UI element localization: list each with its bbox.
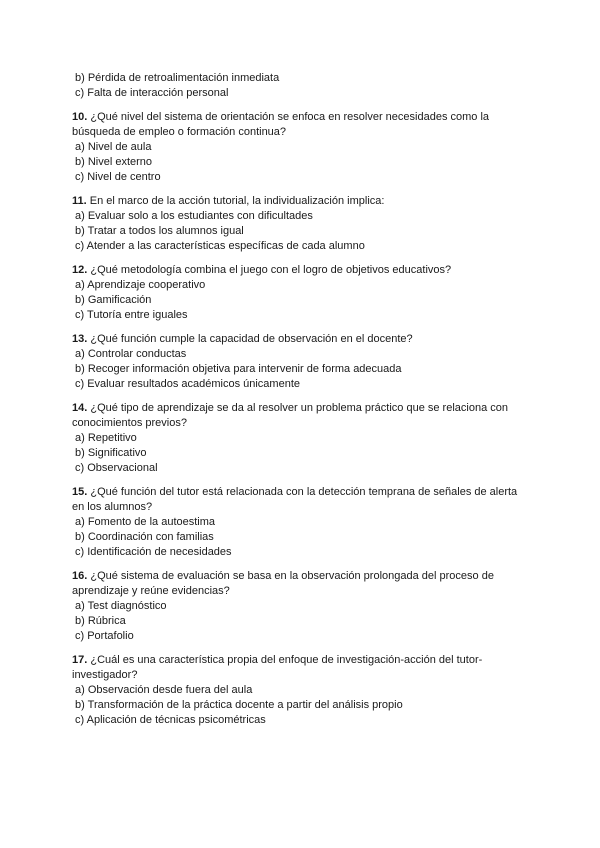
option-a: a) Repetitivo bbox=[75, 432, 137, 444]
question-10 bbox=[72, 110, 532, 185]
question-body: En el marco de la acción tutorial, la individualización implica: bbox=[86, 195, 385, 207]
question-text bbox=[72, 263, 532, 278]
option-b: b) Pérdida de retroalimentación inmediata bbox=[75, 72, 280, 84]
question-body: ¿Qué metodología combina el juego con el logro de objetivos educativos? bbox=[87, 264, 452, 276]
question-number: 13. bbox=[72, 333, 88, 345]
question-15 bbox=[72, 485, 532, 560]
question-text bbox=[72, 569, 532, 599]
question-13 bbox=[72, 332, 532, 392]
question-text bbox=[72, 110, 532, 140]
option-a: a) Nivel de aula bbox=[75, 141, 152, 153]
option-a: a) Test diagnóstico bbox=[75, 600, 167, 612]
question-number: 10. bbox=[72, 111, 88, 123]
question-text bbox=[72, 332, 532, 347]
question-body: ¿Cuál es una característica propia del enfoque de investigación-acción del tutor-investigador? bbox=[72, 654, 483, 681]
option-b: b) Tratar a todos los alumnos igual bbox=[75, 225, 244, 237]
question-text bbox=[72, 653, 532, 683]
question-body: ¿Qué función del tutor está relacionada con la detección temprana de señales de alerta en los alumnos? bbox=[72, 486, 518, 513]
question-11 bbox=[72, 194, 532, 254]
option-a: a) Fomento de la autoestima bbox=[75, 516, 216, 528]
option-b: b) Nivel externo bbox=[75, 156, 153, 168]
question-body: ¿Qué función cumple la capacidad de observación en el docente? bbox=[87, 333, 413, 345]
option-c: c) Atender a las características específicas de cada alumno bbox=[75, 240, 365, 252]
option-c: c) Identificación de necesidades bbox=[75, 546, 232, 558]
question-text bbox=[72, 194, 532, 209]
option-c: c) Portafolio bbox=[75, 630, 134, 642]
question-number: 14. bbox=[72, 402, 88, 414]
option-b: b) Gamificación bbox=[75, 294, 152, 306]
question-body: ¿Qué tipo de aprendizaje se da al resolver un problema práctico que se relaciona con conocimientos previos? bbox=[72, 402, 508, 429]
option-b: b) Significativo bbox=[75, 447, 147, 459]
question-14 bbox=[72, 401, 532, 476]
option-c: c) Tutoría entre iguales bbox=[75, 309, 188, 321]
option-c: c) Evaluar resultados académicos únicamente bbox=[75, 378, 301, 390]
question-17 bbox=[72, 653, 532, 728]
option-b: b) Recoger información objetiva para intervenir de forma adecuada bbox=[75, 363, 402, 375]
question-16 bbox=[72, 569, 532, 644]
question-body: ¿Qué nivel del sistema de orientación se enfoca en resolver necesidades como la búsqueda de empleo o formación continua? bbox=[72, 111, 490, 138]
option-c: c) Observacional bbox=[75, 462, 158, 474]
question-list bbox=[72, 71, 532, 728]
leading-options bbox=[72, 71, 532, 101]
question-body: ¿Qué sistema de evaluación se basa en la observación prolongada del proceso de aprendizaje y reúne evidencias? bbox=[72, 570, 494, 597]
question-text bbox=[72, 401, 532, 431]
option-c: c) Nivel de centro bbox=[75, 171, 161, 183]
option-b: b) Coordinación con familias bbox=[75, 531, 214, 543]
question-12 bbox=[72, 263, 532, 323]
option-a: a) Observación desde fuera del aula bbox=[75, 684, 253, 696]
question-number: 15. bbox=[72, 486, 88, 498]
question-number: 11. bbox=[72, 195, 87, 207]
option-b: b) Rúbrica bbox=[75, 615, 126, 627]
question-number: 16. bbox=[72, 570, 88, 582]
option-a: a) Controlar conductas bbox=[75, 348, 187, 360]
question-text bbox=[72, 485, 532, 515]
option-c: c) Aplicación de técnicas psicométricas bbox=[75, 714, 266, 726]
option-c: c) Falta de interacción personal bbox=[75, 87, 229, 99]
question-number: 17. bbox=[72, 654, 88, 666]
option-a: a) Aprendizaje cooperativo bbox=[75, 279, 206, 291]
option-b: b) Transformación de la práctica docente a partir del análisis propio bbox=[75, 699, 403, 711]
option-a: a) Evaluar solo a los estudiantes con dificultades bbox=[75, 210, 313, 222]
question-number: 12. bbox=[72, 264, 88, 276]
